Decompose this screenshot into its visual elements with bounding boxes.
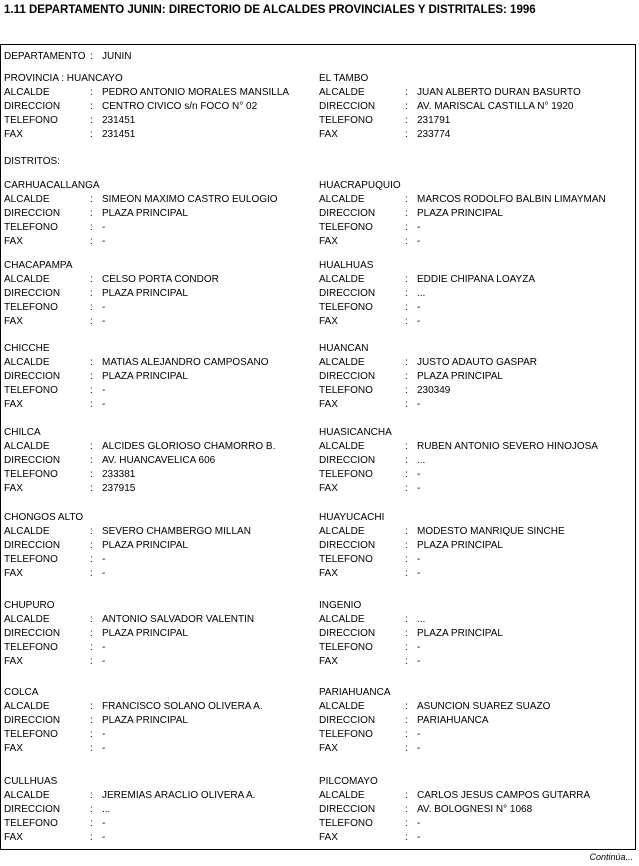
direccion-label: DIRECCION	[319, 371, 376, 382]
direccion-value: PLAZA PRINCIPAL	[102, 371, 188, 382]
telefono-value: -	[417, 469, 421, 480]
colon: :	[405, 628, 408, 639]
colon: :	[90, 656, 93, 667]
entry-name: HUAYUCACHI	[319, 512, 385, 523]
colon: :	[405, 101, 408, 112]
colon: :	[405, 554, 408, 565]
direccion-label: DIRECCION	[319, 288, 376, 299]
colon: :	[90, 441, 93, 452]
fax-value: -	[417, 656, 421, 667]
colon: :	[405, 568, 408, 579]
telefono-label: TELEFONO	[319, 222, 373, 233]
fax-label: FAX	[4, 568, 23, 579]
direccion-value: PLAZA PRINCIPAL	[417, 371, 503, 382]
telefono-label: TELEFONO	[4, 385, 58, 396]
provincia-name: HUANCAYO	[66, 73, 123, 84]
alcalde-label: ALCALDE	[4, 790, 50, 801]
alcalde-label: ALCALDE	[319, 274, 365, 285]
fax-label: FAX	[319, 743, 338, 754]
alcalde-value: JEREMIAS ARACLIO OLIVERA A.	[102, 790, 256, 801]
colon: :	[405, 790, 408, 801]
colon: :	[90, 790, 93, 801]
continued-note: Continúa...	[589, 852, 633, 862]
alcalde-value: CELSO PORTA CONDOR	[102, 274, 219, 285]
direccion-value: PLAZA PRINCIPAL	[417, 628, 503, 639]
colon: :	[90, 568, 93, 579]
telefono-value: -	[417, 818, 421, 829]
direccion-label: DIRECCION	[319, 455, 376, 466]
colon: :	[405, 222, 408, 233]
entry-name: PARIAHUANCA	[319, 687, 391, 698]
alcalde-label: ALCALDE	[319, 526, 365, 537]
colon: :	[405, 701, 408, 712]
direccion-label: DIRECCION	[4, 101, 61, 112]
alcalde-label: ALCALDE	[319, 614, 365, 625]
alcalde-label: ALCALDE	[4, 701, 50, 712]
entry-name: CARHUACALLANGA	[4, 180, 100, 191]
colon: :	[90, 729, 93, 740]
alcalde-value: MARCOS RODOLFO BALBIN LIMAYMAN	[417, 194, 606, 205]
directory-frame	[0, 44, 636, 850]
fax-value: -	[102, 656, 106, 667]
direccion-label: DIRECCION	[4, 371, 61, 382]
colon: :	[90, 642, 93, 653]
fax-label: FAX	[319, 832, 338, 843]
fax-value: -	[102, 832, 106, 843]
telefono-value: -	[102, 385, 106, 396]
entry-name: HUACRAPUQUIO	[319, 180, 401, 191]
telefono-label: TELEFONO	[4, 554, 58, 565]
fax-value: -	[417, 483, 421, 494]
entry-name: HUALHUAS	[319, 260, 374, 271]
alcalde-value: CARLOS JESUS CAMPOS GUTARRA	[417, 790, 591, 801]
provincia-label: PROVINCIA :	[4, 73, 65, 84]
fax-value: -	[417, 236, 421, 247]
direccion-value: AV. HUANCAVELICA 606	[102, 455, 216, 466]
direccion-label: DIRECCION	[319, 540, 376, 551]
fax-value: 231451	[102, 129, 136, 140]
colon: :	[405, 316, 408, 327]
colon: :	[405, 455, 408, 466]
alcalde-label: ALCALDE	[4, 194, 50, 205]
colon: :	[405, 818, 408, 829]
telefono-label: TELEFONO	[4, 642, 58, 653]
telefono-label: TELEFONO	[4, 222, 58, 233]
alcalde-label: ALCALDE	[4, 87, 50, 98]
telefono-label: TELEFONO	[319, 554, 373, 565]
colon: :	[90, 743, 93, 754]
colon: :	[90, 715, 93, 726]
direccion-label: DIRECCION	[4, 288, 61, 299]
alcalde-value: MODESTO MANRIQUE SINCHE	[417, 526, 565, 537]
alcalde-value: EDDIE CHIPANA LOAYZA	[417, 274, 535, 285]
alcalde-value: RUBEN ANTONIO SEVERO HINOJOSA	[417, 441, 598, 452]
distritos-heading: DISTRITOS:	[4, 156, 60, 167]
telefono-value: -	[102, 222, 106, 233]
colon: :	[90, 554, 93, 565]
colon: :	[405, 540, 408, 551]
colon: :	[90, 302, 93, 313]
entry-name: EL TAMBO	[319, 73, 369, 84]
colon: :	[90, 208, 93, 219]
direccion-value: ...	[417, 288, 426, 299]
alcalde-label: ALCALDE	[4, 526, 50, 537]
colon: :	[90, 701, 93, 712]
alcalde-value: FRANCISCO SOLANO OLIVERA A.	[102, 701, 263, 712]
fax-value: -	[417, 568, 421, 579]
entry-name: CULLHUAS	[4, 776, 58, 787]
entry-name: COLCA	[4, 687, 39, 698]
entry-name: INGENIO	[319, 600, 362, 611]
fax-value: -	[417, 399, 421, 410]
alcalde-label: ALCALDE	[319, 441, 365, 452]
colon: :	[405, 715, 408, 726]
colon: :	[90, 804, 93, 815]
telefono-label: TELEFONO	[319, 469, 373, 480]
fax-label: FAX	[319, 656, 338, 667]
fax-label: FAX	[4, 399, 23, 410]
colon: :	[405, 614, 408, 625]
direccion-value: PLAZA PRINCIPAL	[102, 715, 188, 726]
colon: :	[405, 399, 408, 410]
alcalde-label: ALCALDE	[319, 357, 365, 368]
colon: :	[405, 483, 408, 494]
colon: :	[405, 129, 408, 140]
telefono-value: -	[102, 642, 106, 653]
telefono-value: -	[417, 554, 421, 565]
telefono-value: -	[102, 729, 106, 740]
entry-name: CHUPURO	[4, 600, 55, 611]
direccion-value: PARIAHUANCA	[417, 715, 489, 726]
direccion-value: CENTRO CIVICO s/n FOCO N° 02	[102, 101, 258, 112]
colon: :	[90, 222, 93, 233]
fax-label: FAX	[319, 399, 338, 410]
direccion-label: DIRECCION	[4, 208, 61, 219]
fax-value: -	[417, 832, 421, 843]
fax-label: FAX	[4, 483, 23, 494]
fax-label: FAX	[319, 568, 338, 579]
alcalde-value: SEVERO CHAMBERGO MILLAN	[102, 526, 251, 537]
colon: :	[90, 399, 93, 410]
colon: :	[405, 115, 408, 126]
colon: :	[405, 526, 408, 537]
telefono-value: -	[417, 642, 421, 653]
alcalde-value: JUAN ALBERTO DURAN BASURTO	[417, 87, 581, 98]
fax-value: 237915	[102, 483, 136, 494]
fax-label: FAX	[4, 129, 23, 140]
entry-name: CHILCA	[4, 427, 41, 438]
telefono-label: TELEFONO	[4, 115, 58, 126]
direccion-label: DIRECCION	[4, 540, 61, 551]
colon: :	[90, 628, 93, 639]
alcalde-value: ASUNCION SUAREZ SUAZO	[417, 701, 551, 712]
telefono-label: TELEFONO	[319, 729, 373, 740]
alcalde-label: ALCALDE	[319, 194, 365, 205]
page-title: 1.11 DEPARTAMENTO JUNIN: DIRECTORIO DE ALCALDES PROVINCIALES Y DISTRITALES: 1996	[4, 4, 536, 16]
fax-value: -	[102, 399, 106, 410]
direccion-value: AV. BOLOGNESI N° 1068	[417, 804, 533, 815]
colon: :	[90, 483, 93, 494]
telefono-value: -	[417, 222, 421, 233]
fax-label: FAX	[319, 129, 338, 140]
alcalde-label: ALCALDE	[319, 790, 365, 801]
colon: :	[90, 51, 93, 62]
telefono-label: TELEFONO	[4, 302, 58, 313]
direccion-label: DIRECCION	[4, 628, 61, 639]
telefono-label: TELEFONO	[319, 115, 373, 126]
fax-label: FAX	[319, 236, 338, 247]
fax-label: FAX	[4, 236, 23, 247]
direccion-value: AV. MARISCAL CASTILLA N° 1920	[417, 101, 574, 112]
fax-value: -	[102, 568, 106, 579]
colon: :	[90, 540, 93, 551]
alcalde-value: ...	[417, 614, 426, 625]
colon: :	[90, 614, 93, 625]
telefono-label: TELEFONO	[319, 302, 373, 313]
fax-label: FAX	[4, 656, 23, 667]
telefono-label: TELEFONO	[4, 469, 58, 480]
telefono-value: 230349	[417, 385, 451, 396]
fax-value: 233774	[417, 129, 451, 140]
colon: :	[90, 832, 93, 843]
alcalde-value: MATIAS ALEJANDRO CAMPOSANO	[102, 357, 269, 368]
alcalde-label: ALCALDE	[4, 357, 50, 368]
colon: :	[90, 129, 93, 140]
alcalde-value: JUSTO ADAUTO GASPAR	[417, 357, 538, 368]
fax-value: -	[102, 316, 106, 327]
colon: :	[90, 194, 93, 205]
fax-value: -	[102, 743, 106, 754]
colon: :	[90, 385, 93, 396]
alcalde-value: ANTONIO SALVADOR VALENTIN	[102, 614, 255, 625]
colon: :	[90, 101, 93, 112]
alcalde-label: ALCALDE	[4, 614, 50, 625]
colon: :	[405, 236, 408, 247]
telefono-label: TELEFONO	[319, 642, 373, 653]
direccion-label: DIRECCION	[319, 804, 376, 815]
colon: :	[405, 194, 408, 205]
departamento-value: JUNIN	[102, 51, 132, 62]
direccion-value: PLAZA PRINCIPAL	[102, 288, 188, 299]
fax-label: FAX	[319, 316, 338, 327]
direccion-value: PLAZA PRINCIPAL	[102, 540, 188, 551]
colon: :	[405, 656, 408, 667]
entry-name: HUASICANCHA	[319, 427, 392, 438]
fax-value: -	[417, 743, 421, 754]
telefono-value: 231451	[102, 115, 136, 126]
direccion-value: PLAZA PRINCIPAL	[102, 628, 188, 639]
entry-name: CHACAPAMPA	[4, 260, 73, 271]
direccion-value: PLAZA PRINCIPAL	[417, 540, 503, 551]
colon: :	[405, 357, 408, 368]
colon: :	[405, 87, 408, 98]
entry-name	[4, 73, 123, 85]
telefono-value: -	[102, 818, 106, 829]
colon: :	[405, 441, 408, 452]
direccion-value: ...	[102, 804, 111, 815]
colon: :	[405, 469, 408, 480]
colon: :	[90, 818, 93, 829]
direccion-label: DIRECCION	[319, 101, 376, 112]
entry-name: CHICCHE	[4, 343, 50, 354]
departamento-label: DEPARTAMENTO	[4, 51, 86, 62]
colon: :	[90, 288, 93, 299]
fax-value: -	[417, 316, 421, 327]
alcalde-value: PEDRO ANTONIO MORALES MANSILLA	[102, 87, 290, 98]
colon: :	[405, 302, 408, 313]
entry-name: PILCOMAYO	[319, 776, 378, 787]
fax-value: -	[102, 236, 106, 247]
telefono-label: TELEFONO	[319, 385, 373, 396]
alcalde-label: ALCALDE	[4, 441, 50, 452]
colon: :	[405, 832, 408, 843]
colon: :	[90, 274, 93, 285]
direccion-label: DIRECCION	[319, 628, 376, 639]
colon: :	[405, 642, 408, 653]
colon: :	[90, 236, 93, 247]
colon: :	[405, 385, 408, 396]
telefono-value: -	[102, 302, 106, 313]
telefono-value: -	[102, 554, 106, 565]
colon: :	[90, 115, 93, 126]
alcalde-value: SIMEON MAXIMO CASTRO EULOGIO	[102, 194, 278, 205]
direccion-label: DIRECCION	[4, 804, 61, 815]
direccion-value: ...	[417, 455, 426, 466]
telefono-value: 233381	[102, 469, 136, 480]
entry-name: CHONGOS ALTO	[4, 512, 84, 523]
direccion-label: DIRECCION	[4, 715, 61, 726]
fax-label: FAX	[4, 743, 23, 754]
colon: :	[405, 804, 408, 815]
colon: :	[405, 729, 408, 740]
alcalde-label: ALCALDE	[4, 274, 50, 285]
fax-label: FAX	[319, 483, 338, 494]
colon: :	[90, 87, 93, 98]
telefono-value: -	[417, 302, 421, 313]
direccion-label: DIRECCION	[319, 208, 376, 219]
alcalde-label: ALCALDE	[319, 87, 365, 98]
telefono-value: -	[417, 729, 421, 740]
telefono-label: TELEFONO	[4, 729, 58, 740]
colon: :	[405, 288, 408, 299]
fax-label: FAX	[4, 832, 23, 843]
direccion-label: DIRECCION	[4, 455, 61, 466]
colon: :	[405, 274, 408, 285]
colon: :	[90, 455, 93, 466]
direccion-value: PLAZA PRINCIPAL	[417, 208, 503, 219]
direccion-value: PLAZA PRINCIPAL	[102, 208, 188, 219]
entry-name: HUANCAN	[319, 343, 369, 354]
telefono-value: 231791	[417, 115, 451, 126]
colon: :	[90, 526, 93, 537]
telefono-label: TELEFONO	[319, 818, 373, 829]
fax-label: FAX	[4, 316, 23, 327]
direccion-label: DIRECCION	[319, 715, 376, 726]
alcalde-label: ALCALDE	[319, 701, 365, 712]
colon: :	[90, 371, 93, 382]
colon: :	[405, 743, 408, 754]
colon: :	[90, 357, 93, 368]
colon: :	[90, 469, 93, 480]
colon: :	[90, 316, 93, 327]
colon: :	[405, 371, 408, 382]
alcalde-value: ALCIDES GLORIOSO CHAMORRO B.	[102, 441, 276, 452]
telefono-label: TELEFONO	[4, 818, 58, 829]
colon: :	[405, 208, 408, 219]
